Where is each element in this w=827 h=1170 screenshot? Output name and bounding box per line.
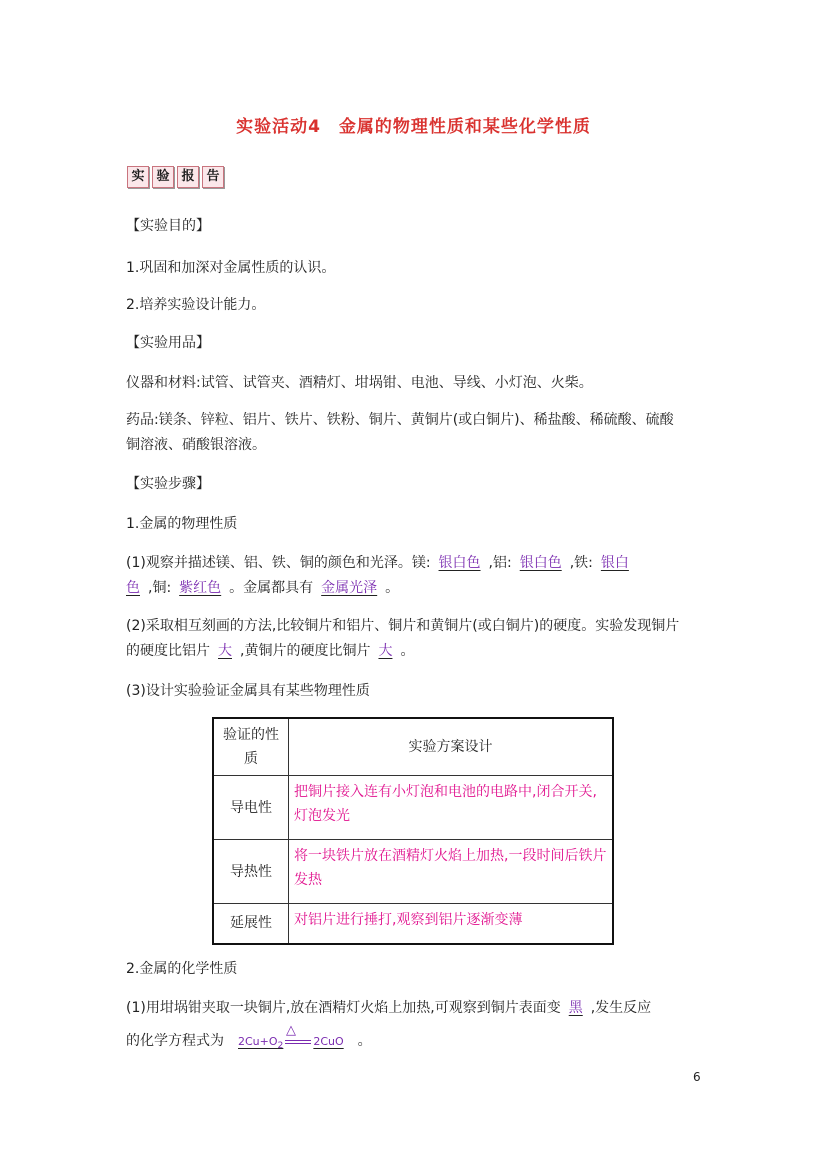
hardness-text: ,黄铜片的硬度比铜片 xyxy=(240,643,371,659)
hardness-line-1: (2)采取相互刻画的方法,比较铜片和铝片、铜片和黄铜片(或白铜片)的硬度。实验发现铜片 xyxy=(126,618,680,634)
report-tag-char: 报 xyxy=(177,166,199,188)
purpose-header: 【实验目的】 xyxy=(126,218,210,234)
supplies-header: 【实验用品】 xyxy=(126,335,210,351)
table-cell-property: 导热性 xyxy=(213,840,289,904)
table-row xyxy=(213,904,613,944)
table-header-row xyxy=(213,718,613,776)
table-cell-plan: 把铜片接入连有小灯泡和电池的电路中,闭合开关,灯泡发光 xyxy=(289,776,614,840)
equation-line xyxy=(126,1023,372,1052)
design-header: (3)设计实验验证金属具有某些物理性质 xyxy=(126,683,370,699)
observe-line-2 xyxy=(126,577,706,599)
luster-answer: 金属光泽 xyxy=(321,580,378,596)
steps-header: 【实验步骤】 xyxy=(126,476,210,492)
heating-text: (1)用坩埚钳夹取一块铜片,放在酒精灯火焰上加热,可观察到铜片表面变 xyxy=(126,1000,561,1016)
equation-subscript: 2 xyxy=(277,1040,284,1052)
report-tag xyxy=(127,166,224,188)
table-cell-property: 导电性 xyxy=(213,776,289,840)
table-cell-property: 延展性 xyxy=(213,904,289,944)
hardness-answer-2: 大 xyxy=(378,643,393,659)
table-header-property: 验证的性质 xyxy=(213,718,289,776)
page-title: 实验活动4 金属的物理性质和某些化学性质 xyxy=(236,117,591,137)
table-header-plan: 实验方案设计 xyxy=(289,718,614,776)
equation-answer xyxy=(224,1023,358,1052)
hardness-text: 。 xyxy=(400,643,415,659)
fe-answer: 银白 xyxy=(600,555,629,571)
report-tag-char: 告 xyxy=(202,166,224,188)
equation-suffix: 。 xyxy=(357,1033,372,1049)
observe-text: ,铁: xyxy=(569,555,593,571)
purpose-item-1: 1.巩固和加深对金属性质的认识。 xyxy=(126,260,336,276)
observe-text: 。金属都具有 xyxy=(229,580,314,596)
observe-line-1 xyxy=(126,552,706,574)
observe-text: (1)观察并描述镁、铝、铁、铜的颜色和光泽。镁: xyxy=(126,555,431,571)
table-row xyxy=(213,776,613,840)
equation-prefix: 的化学方程式为 xyxy=(126,1033,224,1049)
al-answer: 银白色 xyxy=(519,555,562,571)
observe-text: 。 xyxy=(385,580,400,596)
mg-answer: 银白色 xyxy=(438,555,481,571)
table-row xyxy=(213,840,613,904)
experiment-table xyxy=(212,717,614,945)
reagents-line-2: 铜溶液、硝酸银溶液。 xyxy=(126,437,266,453)
table-cell-plan: 对铝片进行捶打,观察到铝片逐渐变薄 xyxy=(289,904,614,944)
observe-text: ,铜: xyxy=(148,580,172,596)
table-cell-plan: 将一块铁片放在酒精灯火焰上加热,一段时间后铁片发热 xyxy=(289,840,614,904)
hardness-line-2 xyxy=(126,640,706,662)
heat-condition: △ xyxy=(286,1023,296,1038)
report-tag-char: 验 xyxy=(152,166,174,188)
heating-text: ,发生反应 xyxy=(590,1000,652,1016)
heating-line xyxy=(126,997,706,1019)
hardness-answer-1: 大 xyxy=(218,643,232,659)
chemical-header: 2.金属的化学性质 xyxy=(126,961,238,977)
report-tag-char: 实 xyxy=(127,166,149,188)
cu-answer: 紫红色 xyxy=(179,580,222,596)
equals-sign xyxy=(285,1040,311,1044)
reagents-line-1: 药品:镁条、锌粒、铝片、铁片、铁粉、铜片、黄铜片(或白铜片)、稀盐酸、稀硫酸、硫酸 xyxy=(126,412,674,428)
fe-answer-cont: 色 xyxy=(126,580,140,596)
equation-product: 2CuO xyxy=(313,1035,344,1048)
black-answer: 黑 xyxy=(568,1000,583,1016)
purpose-item-2: 2.培养实验设计能力。 xyxy=(126,297,266,313)
observe-text: ,铝: xyxy=(488,555,512,571)
hardness-text: 的硬度比铝片 xyxy=(126,643,210,659)
physical-header: 1.金属的物理性质 xyxy=(126,516,238,532)
page-number: 6 xyxy=(693,1070,701,1084)
equation-reactants: 2Cu+O xyxy=(238,1035,278,1048)
instruments-text: 仪器和材料:试管、试管夹、酒精灯、坩埚钳、电池、导线、小灯泡、火柴。 xyxy=(126,375,593,391)
